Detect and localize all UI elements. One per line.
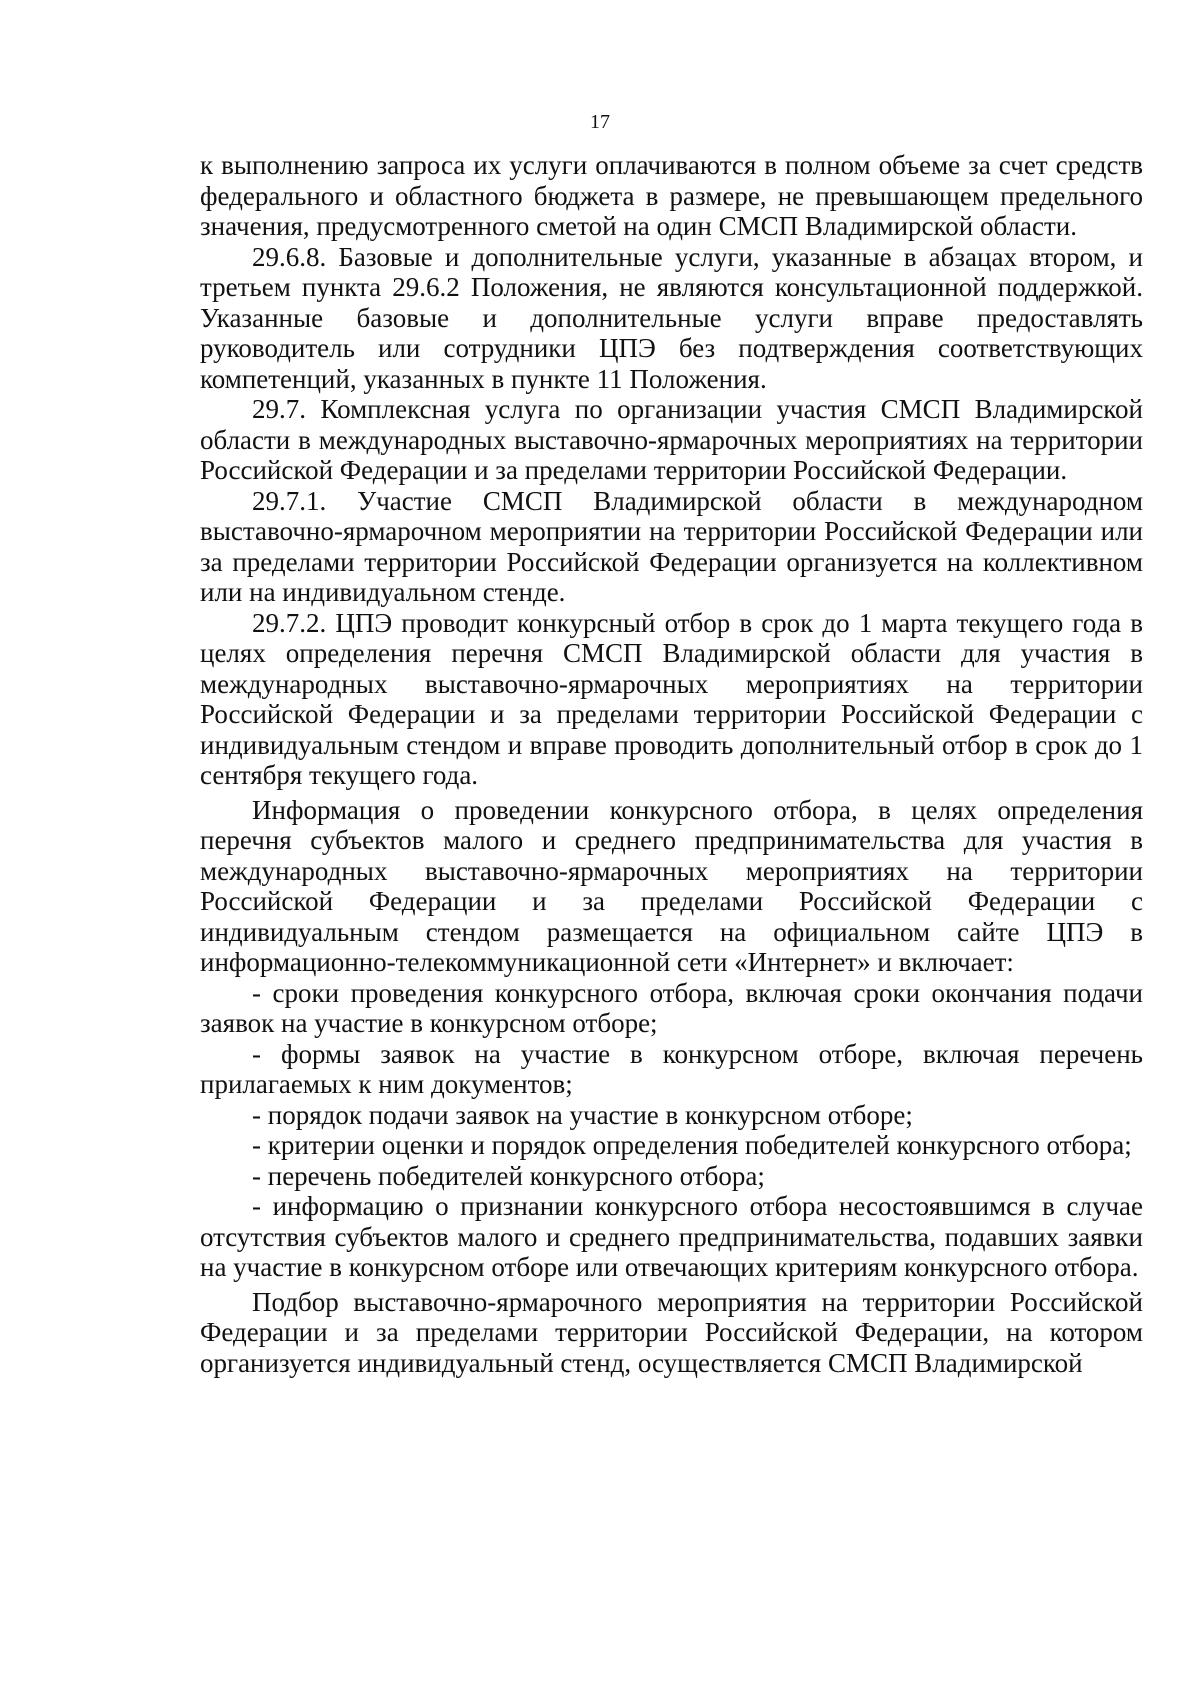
document-body [200, 150, 1143, 1378]
paragraph-continuation: к выполнению запроса их услуги оплачиваются в полном объеме за счет средств федерального и областного бюджета в размере, не превышающем предельного значения, предусмотренного сметой на один СМСП Владимирской области. [200, 150, 1143, 241]
list-item-deadlines: - сроки проведения конкурсного отбора, включая сроки окончания подачи заявок на участие в конкурсном отборе; [200, 977, 1143, 1038]
list-item-forms: - формы заявок на участие в конкурсном отборе, включая перечень прилагаемых к ним документов; [200, 1038, 1143, 1099]
paragraph-29-6-8: 29.6.8. Базовые и дополнительные услуги, указанные в абзацах втором, и третьем пункта 29.6.2 Положения, не являются консультационной поддержкой. Указанные базовые и дополнительные услуги вправе предоставлять руководитель или сотрудники ЦПЭ без подтверждения соответствующих компетенций, указанных в пункте 11 Положения. [200, 241, 1143, 394]
list-item-procedure: - порядок подачи заявок на участие в конкурсном отборе; [252, 1099, 913, 1130]
list-item-winners: - перечень победителей конкурсного отбора; [252, 1160, 765, 1191]
page-number: 17 [590, 111, 610, 133]
paragraph-29-7-2: 29.7.2. ЦПЭ проводит конкурсный отбор в срок до 1 марта текущего года в целях определения перечня СМСП Владимирской области для участия в международных выставочно-ярмарочных мероприятиях на территории Российской Федерации и за пределами территории Российской Федерации с индивидуальным стендом и вправе проводить дополнительный отбор в срок до 1 сентября текущего года. [200, 607, 1143, 790]
paragraph-information: Информация о проведении конкурсного отбора, в целях определения перечня субъектов малого и среднего предпринимательства для участия в международных выставочно-ярмарочных мероприятиях на территории Российской Федерации и за пределами Российской Федерации с индивидуальным стендом размещается на официальном сайте ЦПЭ в информационно-телекоммуникационной сети «Интернет» и включает: [200, 794, 1143, 977]
paragraph-29-7-1: 29.7.1. Участие СМСП Владимирской области в международном выставочно-ярмарочном мероприятии на территории Российской Федерации или за пределами территории Российской Федерации организуется на коллективном или на индивидуальном стенде. [200, 485, 1143, 607]
paragraph-29-7: 29.7. Комплексная услуга по организации участия СМСП Владимирской области в международных выставочно-ярмарочных мероприятиях на территории Российской Федерации и за пределами территории Российской Федерации. [200, 394, 1143, 485]
list-item-criteria: - критерии оценки и порядок определения победителей конкурсного отбора; [252, 1130, 1132, 1160]
list-item-failed-selection: - информацию о признании конкурсного отбора несостоявшимся в случае отсутствия субъектов малого и среднего предпринимательства, подавших заявки на участие в конкурсном отборе или отвечающих критериям конкурсного отбора. [200, 1191, 1143, 1282]
paragraph-event-selection: Подбор выставочно-ярмарочного мероприятия на территории Российской Федерации и за пределами территории Российской Федерации, на котором организуется индивидуальный стенд, осуществляется СМСП Владимирской [200, 1286, 1143, 1378]
